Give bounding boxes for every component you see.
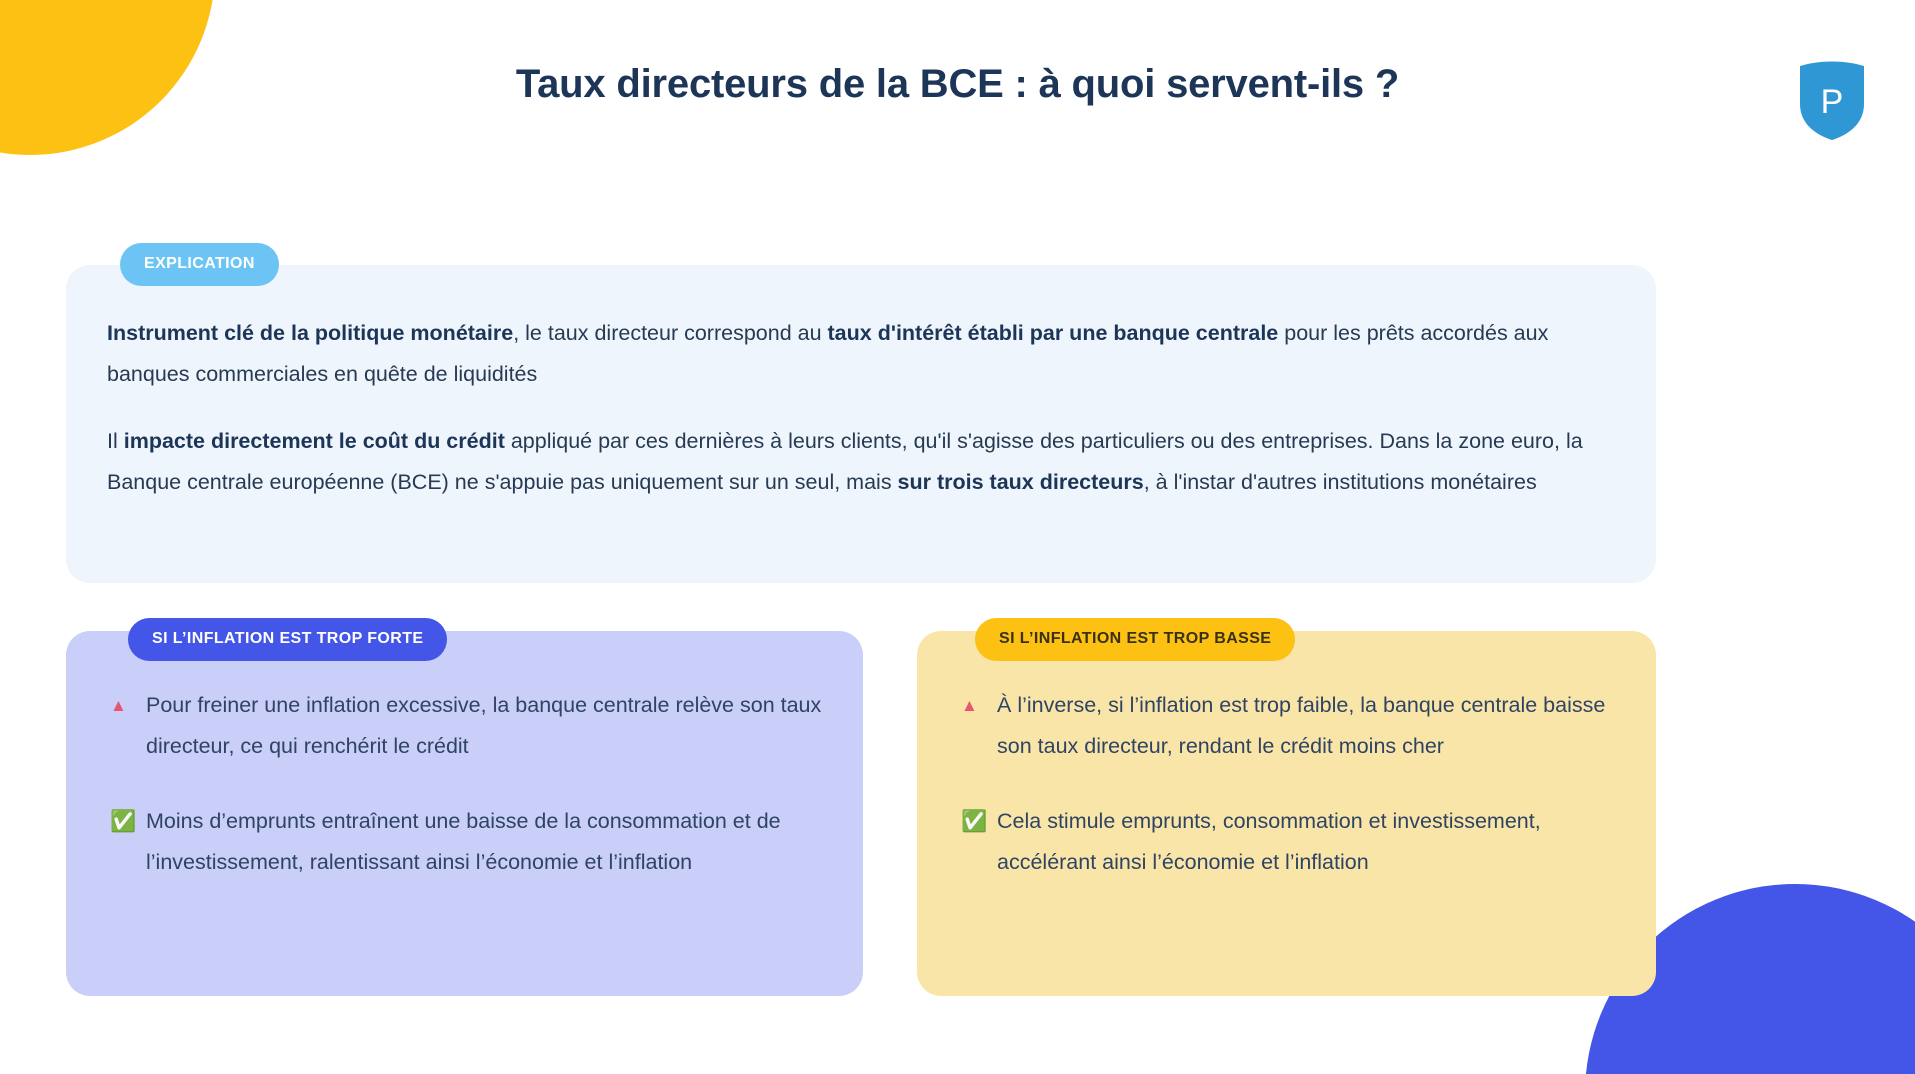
inflation-low-item-2 [961,801,1622,883]
inflation-low-badge: SI L’INFLATION EST TROP BASSE [975,618,1295,661]
explanation-text-1: , le taux directeur correspond au [513,321,828,345]
green-check-box-icon: ✅ [110,810,137,833]
explanation-text-5: , à l'instar d'autres institutions monétaires [1143,470,1537,494]
green-check-box-icon: ✅ [961,810,988,833]
page-title: Taux directeurs de la BCE : à quoi servent-ils ? [515,62,1400,106]
svg-text:P: P [1820,83,1844,121]
explanation-card [66,265,1656,583]
explanation-bold-1: Instrument clé de la politique monétaire [107,321,514,345]
red-triangle-up-icon: ▲ [110,696,127,715]
list-item-text: Cela stimule emprunts, consommation et investissement, accélérant ainsi l’économie et l’inflation [997,809,1541,874]
inflation-high-card [66,631,863,996]
explanation-text [107,313,1634,503]
explanation-text-4: appliqué par ces dernières à leurs clients, qu'il s'agisse des particuliers ou des entreprises. Dans la zone euro, la Banque centrale européenne (BCE) ne s'appuie pas uniquement sur un seul, mais [107,429,1583,494]
brand-shield-logo-icon [1796,60,1868,142]
inflation-low-item-1 [961,685,1622,767]
inflation-low-card [917,631,1656,996]
explanation-text-3: Il [107,429,124,453]
explanation-paragraph-2 [107,421,1634,503]
inflation-high-badge: SI L’INFLATION EST TROP FORTE [128,618,447,661]
red-triangle-up-icon: ▲ [961,696,978,715]
inflation-high-body [110,685,829,883]
list-item-text: Moins d’emprunts entraînent une baisse de la consommation et de l’investissement, ralentissant ainsi l’économie et l’inflation [146,809,781,874]
explanation-text-2: pour les prêts accordés aux banques commerciales en quête de liquidités [107,321,1549,386]
list-item-text: À l’inverse, si l’inflation est trop faible, la banque centrale baisse son taux directeur, rendant le crédit moins cher [997,693,1606,758]
explanation-paragraph-1 [107,313,1634,395]
explanation-bold-4: sur trois taux directeurs [897,470,1144,494]
explanation-bold-3: impacte directement le coût du crédit [123,429,505,453]
explanation-bold-2: taux d'intérêt établi par une banque centrale [827,321,1279,345]
inflation-low-body [961,685,1622,883]
inflation-high-item-2 [110,801,829,883]
inflation-high-item-1 [110,685,829,767]
list-item-text: Pour freiner une inflation excessive, la banque centrale relève son taux directeur, ce qui renchérit le crédit [146,693,822,758]
explanation-badge: EXPLICATION [120,243,279,286]
